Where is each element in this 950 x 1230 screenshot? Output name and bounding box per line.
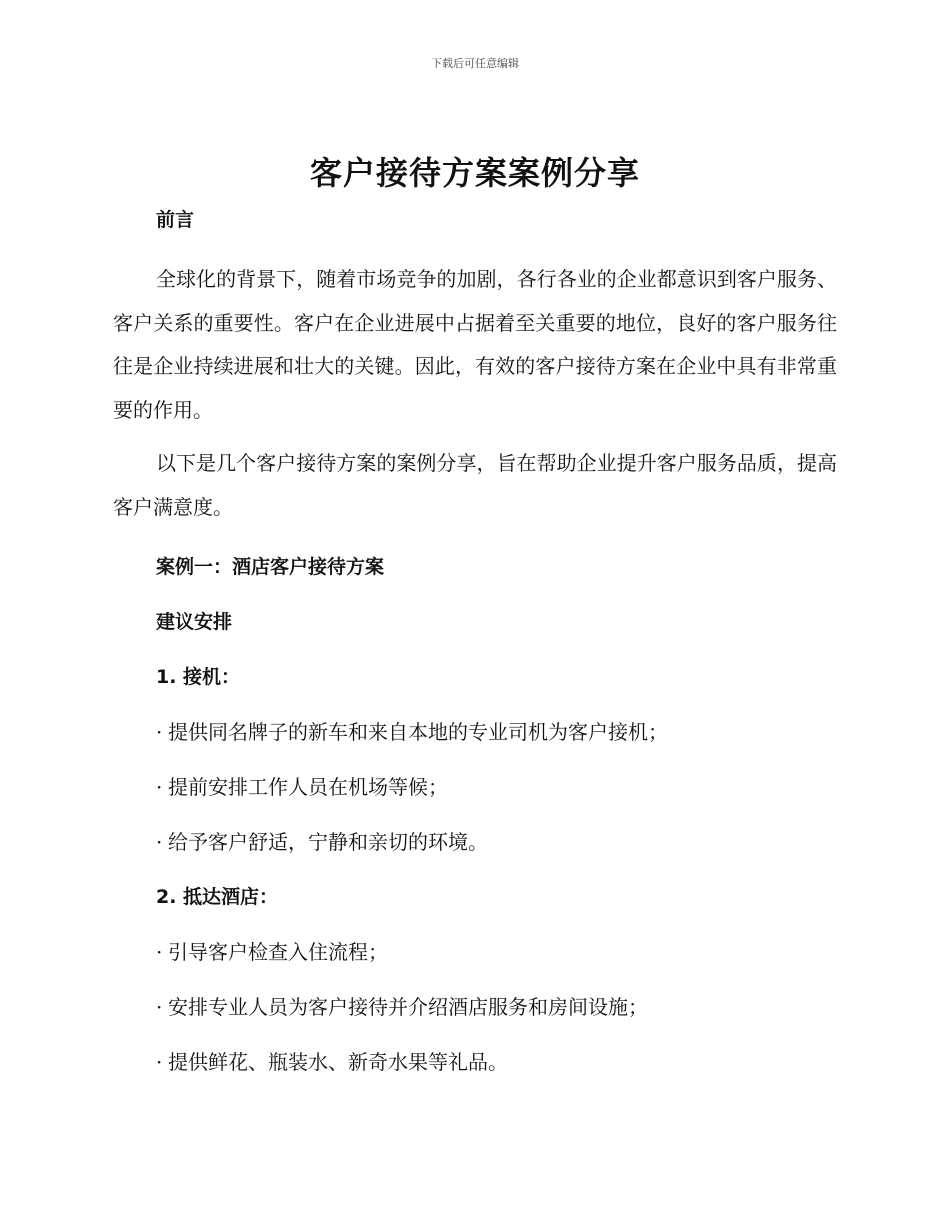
section2-heading: 2. 抵达酒店： <box>156 886 279 908</box>
list-item-text: 提供鲜花、瓶装水、新奇水果等礼品。 <box>168 1050 508 1074</box>
list-item <box>113 771 837 803</box>
document-body <box>113 204 837 1101</box>
document-title: 客户接待方案案例分享 <box>309 154 640 192</box>
list-item-text: 给予客户舒适，宁静和亲切的环境。 <box>168 830 488 854</box>
list-item <box>113 826 837 858</box>
bullet-dot: · <box>156 1050 163 1074</box>
list-item <box>113 936 837 968</box>
list-item <box>113 991 837 1023</box>
case1-heading: 案例一：酒店客户接待方案 <box>156 556 385 578</box>
section1-heading: 1. 接机： <box>156 666 241 688</box>
bullet-dot: · <box>156 775 163 799</box>
list-item-text: 安排专业人员为客户接待并介绍酒店服务和房间设施； <box>168 995 648 1019</box>
bullet-dot: · <box>156 995 163 1019</box>
list-item-text: 提供同名牌子的新车和来自本地的专业司机为客户接机； <box>168 720 668 744</box>
paragraph-intro: 全球化的背景下，随着市场竞争的加剧，各行各业的企业都意识到客户服务、客户关系的重要性。客户在企业进展中占据着至关重要的地位，良好的客户服务往往是企业持续进展和壮大的关键。因此，有效的客户接待方案在企业中具有非常重要的作用。 <box>113 267 837 422</box>
bullet-dot: · <box>156 940 163 964</box>
list-item <box>113 716 837 748</box>
suggest-heading: 建议安排 <box>156 611 233 633</box>
list-item <box>113 1046 837 1078</box>
bullet-dot: · <box>156 830 163 854</box>
list-item-text: 提前安排工作人员在机场等候； <box>168 775 448 799</box>
list-item-text: 引导客户检查入住流程； <box>168 940 388 964</box>
bullet-dot: · <box>156 720 163 744</box>
header-note: 下载后可任意编辑 <box>431 57 519 70</box>
preface-heading: 前言 <box>156 209 195 231</box>
paragraph-cases-intro: 以下是几个客户接待方案的案例分享，旨在帮助企业提升客户服务品质，提高客户满意度。 <box>113 451 837 519</box>
